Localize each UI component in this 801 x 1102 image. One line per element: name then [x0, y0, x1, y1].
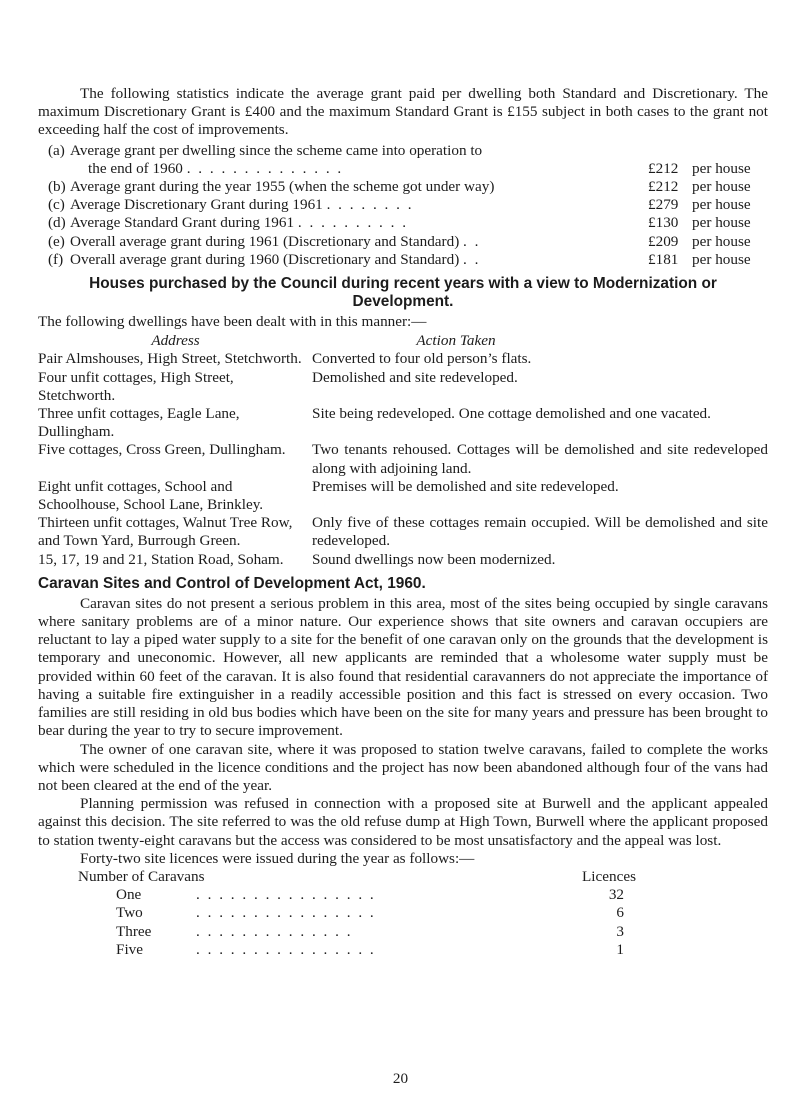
grant-letter: (a) — [48, 141, 65, 159]
house-action: Site being redeveloped. One cottage demolished and one vacated. — [312, 405, 711, 423]
house-action: Converted to four old person’s flats. — [312, 350, 532, 368]
table-row — [78, 923, 638, 941]
grant-description — [70, 196, 648, 214]
grant-amount: £181 — [648, 250, 679, 268]
address-column-header: Address — [151, 332, 200, 350]
grant-unit: per house — [692, 196, 751, 214]
table-row — [38, 551, 768, 569]
licences-rows — [78, 886, 638, 959]
grant-statistics-list — [38, 142, 768, 269]
licence-count: 6 — [616, 904, 624, 922]
grant-amount: £212 — [648, 159, 679, 177]
grant-letter: (b) — [48, 178, 66, 196]
house-address: Thirteen unfit cottages, Walnut Tree Row, and Town Yard, Burrough Green. — [38, 514, 293, 550]
house-address: Pair Almshouses, High Street, Stetchworth. — [38, 350, 302, 368]
page-number: 20 — [392, 1070, 409, 1087]
action-column-header: Action Taken — [416, 332, 496, 350]
leader-dots: . . . . . . . . . . . . . . . . — [196, 886, 376, 904]
house-action: Premises will be demolished and site redeveloped. — [312, 477, 619, 495]
house-action: Demolished and site redeveloped. — [312, 368, 518, 386]
grant-amount: £279 — [648, 196, 679, 214]
intro-paragraph: The following statistics indicate the average grant paid per dwelling both Standard and Discretionary. The maximum Discretionary Grant is £400 and the maximum Standard Grant is £155 subject in both cases to the grant not exceeding half the cost of improvements. — [38, 85, 768, 139]
grant-description — [70, 142, 648, 178]
caravan-paragraph: Planning permission was refused in connection with a proposed site at Burwell and the applicant appealed against this decision. The site referred to was the old refuse dump at High Town, Burwell where the applicant proposed to station twenty-eight caravans but the access was considered to be most unsatisfactory and the appeal was lost. — [38, 795, 768, 849]
grant-unit: per house — [692, 250, 751, 268]
grant-description — [70, 214, 648, 232]
grant-item — [38, 214, 768, 232]
table-row — [38, 441, 768, 477]
document-page — [38, 85, 768, 959]
grant-text-line: Average Discretionary Grant during 1961 — [70, 196, 323, 214]
licence-count: 32 — [608, 886, 624, 904]
caravan-text — [38, 595, 768, 868]
house-action: Two tenants rehoused. Cottages will be demolished and site redeveloped along with adjoining land. — [312, 441, 768, 477]
grant-text-line: Average Standard Grant during 1961 — [70, 214, 295, 232]
grant-text-line: Average grant per dwelling since the scheme came into operation to — [70, 141, 483, 159]
grant-item — [38, 233, 768, 251]
houses-table — [38, 350, 768, 568]
grant-letter: (c) — [48, 196, 65, 214]
grant-description — [70, 233, 648, 251]
house-action: Sound dwellings now been modernized. — [312, 550, 556, 568]
table-row — [38, 405, 768, 441]
leader-dots: . . . . . . . . . . — [297, 214, 409, 232]
caravan-count: One — [116, 886, 142, 904]
house-address: Eight unfit cottages, School and Schoolhouse, School Lane, Brinkley. — [38, 477, 264, 514]
houses-column-headers — [38, 332, 768, 350]
table-row — [38, 369, 768, 405]
grant-text-line: Overall average grant during 1961 (Discretionary and Standard) — [70, 232, 460, 250]
licence-count: 3 — [616, 922, 624, 940]
house-action: Only five of these cottages remain occupied. Will be demolished and site redeveloped. — [312, 514, 768, 550]
table-row — [38, 350, 768, 368]
grant-item — [38, 251, 768, 269]
house-address: Three unfit cottages, Eagle Lane, Dullingham. — [38, 405, 240, 441]
leader-dots: . . — [463, 250, 481, 268]
caravan-count: Two — [116, 904, 143, 922]
grant-description — [70, 251, 648, 269]
table-row — [38, 478, 768, 514]
licences-header-row — [78, 868, 638, 886]
grant-amount: £130 — [648, 214, 679, 232]
leader-dots: . . . . . . . . — [326, 196, 414, 214]
house-address: Five cottages, Cross Green, Dullingham. — [38, 441, 286, 459]
grant-unit: per house — [692, 159, 751, 177]
grant-text-line: the end of 1960 — [88, 159, 183, 177]
caravan-count: Five — [116, 940, 144, 958]
houses-intro: The following dwellings have been dealt with in this manner:— — [38, 313, 427, 331]
grant-letter: (f) — [48, 250, 64, 268]
caravan-count: Three — [116, 922, 152, 940]
house-address: 15, 17, 19 and 21, Station Road, Soham. — [38, 550, 284, 568]
grant-amount: £209 — [648, 232, 679, 250]
grant-item — [38, 142, 768, 178]
grant-letter: (d) — [48, 214, 66, 232]
leader-dots: . . . . . . . . . . . . . . . . — [196, 904, 376, 922]
number-of-caravans-header: Number of Caravans — [78, 867, 205, 885]
grant-text-line: Average grant during the year 1955 (when the scheme got under way) — [70, 178, 495, 196]
house-address: Four unfit cottages, High Street, Stetchworth. — [38, 368, 234, 404]
grant-letter: (e) — [48, 232, 65, 250]
table-row — [78, 886, 638, 904]
caravan-paragraph: The owner of one caravan site, where it was proposed to station twelve caravans, failed to complete the works which were scheduled in the licence conditions and the project has now been abandoned although four of the vans had not been cleared at the end of the year. — [38, 740, 768, 794]
grant-item — [38, 178, 768, 196]
grant-item — [38, 196, 768, 214]
leader-dots: . . . . . . . . . . . . . . . . — [196, 940, 376, 958]
table-row — [78, 941, 638, 959]
table-row — [78, 904, 638, 922]
leader-dots: . . . . . . . . . . . . . . — [196, 922, 353, 940]
table-row — [38, 514, 768, 550]
caravan-heading: Caravan Sites and Control of Development Act, 1960. — [38, 574, 426, 592]
leader-dots: . . . . . . . . . . . . . . — [186, 159, 344, 177]
caravan-paragraph: Forty-two site licences were issued during the year as follows:— — [80, 849, 475, 867]
caravan-paragraph: Caravan sites do not present a serious problem in this area, most of the sites being occupied by single caravans where sanitary problems are of a minor nature. Our experience shows that site owners and caravan occupiers are reluctant to lay a piped water supply to a site for the benefit of one caravan only on the grounds that the development is temporary and uneconomic. However, all new applicants are reminded that a wholesome water supply must be provided within 60 feet of the caravan. It is also found that residential caravanners do not appreciate the importance of having a suitable fire extinguisher in a readily accessible position and this fact is stressed on every occasion. Two families are still residing in old bus bodies which have been on the site for many years and pressure has been brought to bear during the year to try to secure improvement. — [38, 594, 768, 740]
houses-heading: Houses purchased by the Council during recent years with a view to Modernization or Development. — [89, 275, 717, 311]
grant-text-line: Overall average grant during 1960 (Discretionary and Standard) — [70, 250, 460, 268]
licences-header: Licences — [582, 867, 636, 885]
grant-unit: per house — [692, 232, 751, 250]
grant-amount: £212 — [648, 178, 679, 196]
grant-description — [70, 178, 648, 196]
licence-count: 1 — [616, 940, 624, 958]
licences-table — [78, 868, 638, 959]
leader-dots: . . — [463, 232, 481, 250]
grant-unit: per house — [692, 178, 751, 196]
grant-unit: per house — [692, 214, 751, 232]
